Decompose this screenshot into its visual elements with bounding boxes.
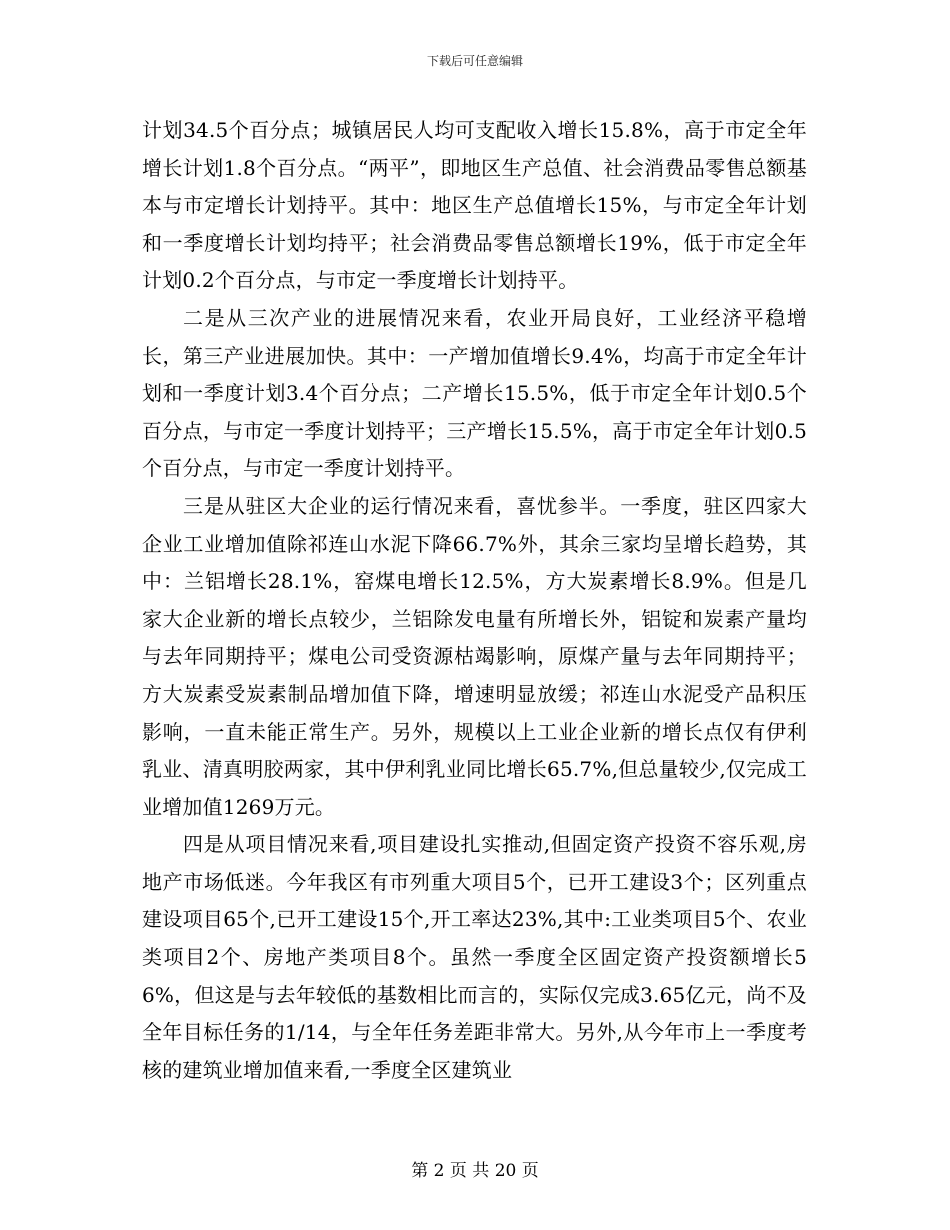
- paragraph-projects: 四是从项目情况来看,项目建设扎实推动,但固定资产投资不容乐观,房地产市场低迷。今年我区有市列重大项目5个，已开工建设3个；区列重点建设项目65个,已开工建设15个,开工率达23%,其中:工业类项目5个、农业类项目2个、房地产类项目8个。虽然一季度全区固定资产投资额增长56%，但这是与去年较低的基数相比而言的，实际仅完成3.65亿元，尚不及全年目标任务的1/14，与全年任务差距非常大。另外,从今年市上一季度考核的建筑业增加值来看,一季度全区建筑业: [142, 832, 807, 1082]
- paragraph-enterprises: 三是从驻区大企业的运行情况来看，喜忧参半。一季度，驻区四家大企业工业增加值除祁连山水泥下降66.7%外，其余三家均呈增长趋势，其中：兰铝增长28.1%，窑煤电增长12.5%，方大炭素增长8.9%。但是几家大企业新的增长点较少，兰铝除发电量有所增长外，铝锭和炭素产量均与去年同期持平；煤电公司受资源枯竭影响，原煤产量与去年同期持平；方大炭素受炭素制品增加值下降，增速明显放缓；祁连山水泥受产品积压影响，一直未能正常生产。另外，规模以上工业企业新的增长点仅有伊利乳业、清真明胶两家，其中伊利乳业同比增长65.7%,但总量较少,仅完成工业增加值1269万元。: [142, 493, 807, 819]
- paragraph-continuation: 计划34.5个百分点；城镇居民人均可支配收入增长15.8%，高于市定全年增长计划1.8个百分点。“两平”，即地区生产总值、社会消费品零售总额基本与市定增长计划持平。其中：地区生产总值增长15%，与市定全年计划和一季度增长计划均持平；社会消费品零售总额增长19%，低于市定全年计划0.2个百分点，与市定一季度增长计划持平。: [142, 118, 807, 293]
- page-header: 下载后可任意编辑: [426, 54, 523, 68]
- page-number: 第 2 页 共 20 页: [411, 1161, 539, 1181]
- document-body: [142, 112, 807, 1089]
- paragraph-industry: 二是从三次产业的进展情况来看，农业开局良好，工业经济平稳增长，第三产业进展加快。其中：一产增加值增长9.4%，均高于市定全年计划和一季度计划3.4个百分点；二产增长15.5%，低于市定全年计划0.5个百分点，与市定一季度计划持平；三产增长15.5%，高于市定全年计划0.5个百分点，与市定一季度计划持平。: [142, 305, 807, 481]
